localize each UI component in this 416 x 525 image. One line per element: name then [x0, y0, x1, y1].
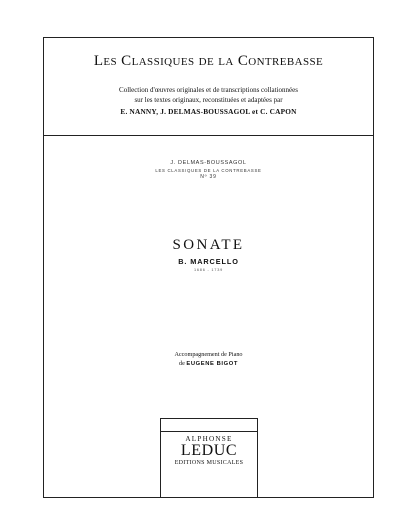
- series-header: [44, 38, 373, 136]
- accompaniment-line: Accompagnement de Piano: [174, 351, 243, 358]
- volume-number: Nº 39: [200, 174, 217, 180]
- composer-name: B. MARCELLO: [178, 257, 239, 266]
- publisher-tagline: EDITIONS MUSICALES: [174, 460, 244, 466]
- collection-description-continued: sur les textes originaux, reconstituées et adaptées par: [134, 96, 283, 104]
- series-editors: E. NANNY, J. DELMAS-BOUSSAGOL et C. CAPON: [120, 107, 297, 116]
- publisher-first-name: ALPHONSE: [185, 435, 233, 443]
- arranger-line: [44, 360, 373, 367]
- cover-frame: [43, 37, 374, 498]
- logo-divider: [161, 431, 257, 432]
- publisher-name: LEDUC: [180, 442, 238, 459]
- arranger-prefix: de: [178, 360, 185, 367]
- volume-editor: J. DELMAS-BOUSSAGOL: [170, 160, 247, 166]
- collection-description: Collection d'œuvres originales et de transcriptions collationnées: [119, 86, 298, 94]
- work-title: SONATE: [172, 237, 245, 253]
- composer-dates: 1686 - 1739: [193, 268, 224, 272]
- arranger-name: EUGENE BIGOT: [186, 361, 239, 367]
- publisher-logo: [160, 418, 258, 498]
- series-title: Les Classiques de la Contrebasse: [93, 53, 324, 69]
- volume-collection: LES CLASSIQUES DE LA CONTREBASSE: [155, 168, 262, 173]
